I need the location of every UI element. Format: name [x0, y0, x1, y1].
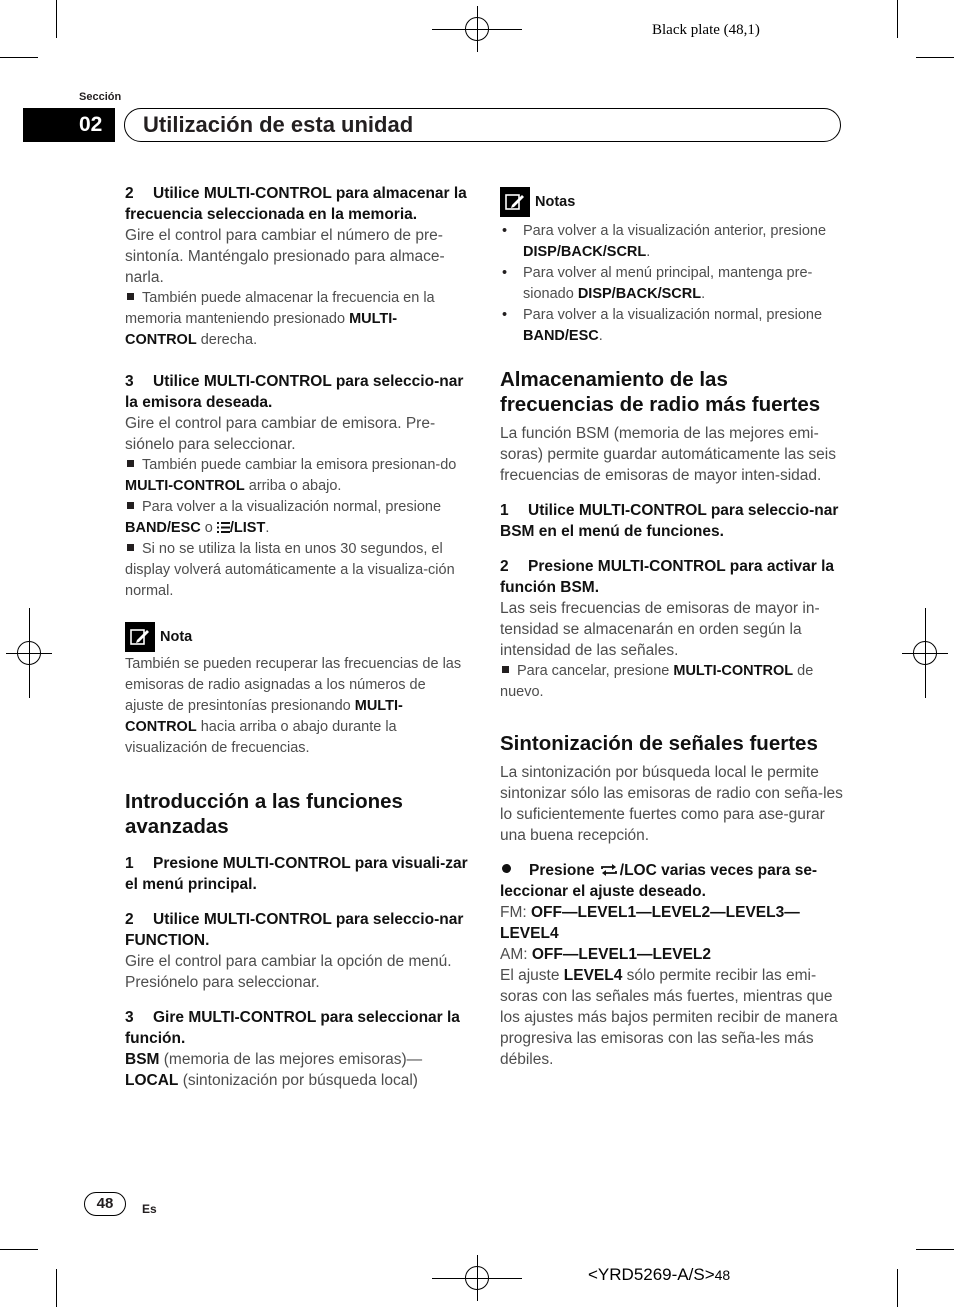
- section-label: Sección: [79, 91, 122, 103]
- pencil-icon: [125, 622, 155, 652]
- square-bullet-icon: [502, 666, 509, 673]
- step-heading: 2 Presione MULTI-CONTROL para activar la función BSM.: [500, 558, 835, 596]
- tip-item: Para volver a la visualización normal, presione BAND/ESC o /LIST.: [125, 499, 442, 536]
- left-column: [125, 183, 468, 1091]
- step-body: BSM (memoria de las mejores emisoras)— LOCAL (sintonización por búsqueda local): [125, 1051, 423, 1089]
- repeat-icon: [599, 863, 619, 877]
- note-text: También se pueden recuperar las frecuencias de las emisoras de radio asignadas a los números de ajuste de presintonías presionando MULTI-CONTROL hacia arriba o abajo durante la visualización de frecuencias.: [125, 656, 462, 756]
- step-body: El ajuste LEVEL4 sólo permite recibir las emi-soras con las señales más fuertes, mientras que los ajustes más bajos permiten recibir de manera progresiva las emisoras con las seña-les más débiles.: [500, 967, 838, 1068]
- step-body: Gire el control para cambiar de emisora. Pre-siónelo para seleccionar.: [125, 415, 436, 453]
- crop-mark: [916, 1249, 954, 1250]
- plate-label: Black plate (48,1): [652, 22, 760, 38]
- page-number: 48: [84, 1192, 126, 1216]
- tip-item: También puede cambiar la emisora presionan-do MULTI-CONTROL arriba o abajo.: [125, 457, 457, 494]
- step-body: Gire el control para cambiar la opción de menú. Presiónelo para seleccionar.: [125, 953, 452, 991]
- fm-levels: FM: OFF—LEVEL1—LEVEL2—LEVEL3—LEVEL4: [500, 904, 800, 942]
- section-heading: Introducción a las funciones avanzadas: [125, 790, 403, 838]
- step-heading: 1 Utilice MULTI-CONTROL para seleccio-nar BSM en el menú de funciones.: [500, 502, 839, 540]
- crop-mark: [56, 1269, 57, 1307]
- tip-item: Si no se utiliza la lista en unos 30 segundos, el display volverá automáticamente a la visualiza-ción normal.: [125, 541, 455, 599]
- step-heading: 1 Presione MULTI-CONTROL para visuali-zar el menú principal.: [125, 855, 468, 893]
- tip-item: Para cancelar, presione MULTI-CONTROL de nuevo.: [500, 663, 814, 700]
- crop-mark: [0, 57, 38, 58]
- section-title: Utilización de esta unidad: [124, 108, 841, 142]
- step-heading: 3 Gire MULTI-CONTROL para seleccionar la función.: [125, 1009, 460, 1047]
- model-code: <YRD5269-A/S>48: [588, 1265, 731, 1284]
- square-bullet-icon: [127, 544, 134, 551]
- tip-item: También puede almacenar la frecuencia en la memoria manteniendo presionado MULTI-CONTROL derecha.: [125, 290, 435, 348]
- crop-mark: [56, 0, 57, 38]
- list-icon: [217, 522, 230, 533]
- note-item: • Para volver al menú principal, mantenga pre-sionado DISP/BACK/SCRL.: [500, 263, 845, 305]
- section-body: La función BSM (memoria de las mejores emi-soras) permite guardar automáticamente las seis frecuencias de emisoras de mayor inten-sidad.: [500, 425, 836, 484]
- loc-step-heading: Presione /LOC varias veces para se-leccionar el ajuste deseado.: [500, 862, 818, 900]
- note-item: • Para volver a la visualización normal, presione BAND/ESC.: [500, 305, 845, 347]
- section-heading: Almacenamiento de las frecuencias de radio más fuertes: [500, 368, 821, 416]
- square-bullet-icon: [127, 502, 134, 509]
- step-heading: 2 Utilice MULTI-CONTROL para almacenar la frecuencia seleccionada en la memoria.: [125, 185, 467, 223]
- round-bullet-icon: [502, 864, 511, 873]
- square-bullet-icon: [127, 293, 134, 300]
- crop-mark: [0, 1249, 38, 1250]
- note-label: Nota: [160, 629, 193, 645]
- right-column: [500, 187, 845, 1070]
- note-item: • Para volver a la visualización anterior, presione DISP/BACK/SCRL.: [500, 221, 845, 263]
- crop-mark: [897, 1269, 898, 1307]
- square-bullet-icon: [127, 460, 134, 467]
- step-heading: 2 Utilice MULTI-CONTROL para seleccio-nar FUNCTION.: [125, 911, 464, 949]
- am-levels: AM: OFF—LEVEL1—LEVEL2: [500, 946, 712, 963]
- crop-mark: [916, 57, 954, 58]
- crop-mark: [897, 0, 898, 38]
- step-body: Gire el control para cambiar el número de pre-sintonía. Manténgalo presionado para almace-narla.: [125, 227, 445, 286]
- section-heading: Sintonización de señales fuertes: [500, 732, 818, 755]
- notes-header: [500, 187, 845, 217]
- step-heading: 3 Utilice MULTI-CONTROL para seleccio-nar la emisora deseada.: [125, 373, 464, 411]
- pencil-icon: [500, 187, 530, 217]
- note-header: [125, 622, 468, 652]
- language-code: Es: [142, 1202, 157, 1216]
- step-body: Las seis frecuencias de emisoras de mayor in-tensidad se almacenarán en orden según la intensidad de las señales.: [500, 600, 820, 659]
- section-body: La sintonización por búsqueda local le permite sintonizar sólo las emisoras de radio con seña-les lo suficientemente fuertes como para ase-gurar una buena recepción.: [500, 764, 843, 844]
- section-number: 02: [23, 108, 115, 142]
- notes-label: Notas: [535, 194, 576, 210]
